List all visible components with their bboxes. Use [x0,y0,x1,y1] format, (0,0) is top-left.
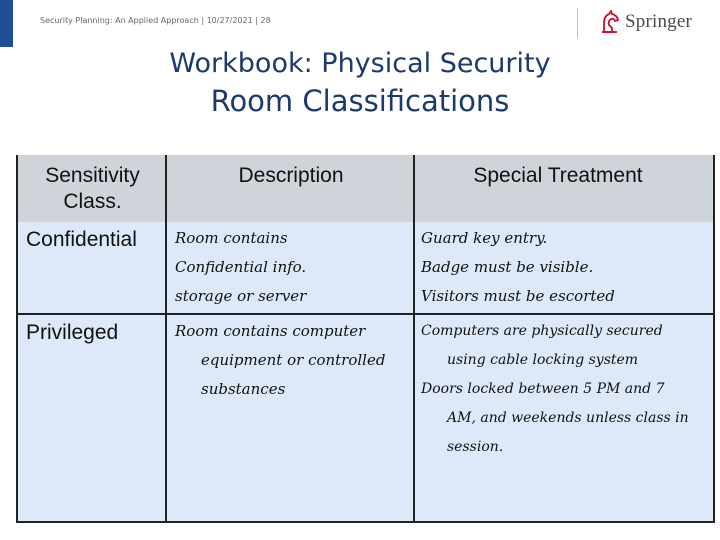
table-border-left [16,155,18,523]
header-divider [577,8,578,38]
row-description: Room contains computer equipment or controlled substances [175,322,386,398]
table-divider [413,155,415,523]
header-caption: Security Planning: An Applied Approach | 10/27/2021 | 28 [40,16,271,25]
page-subtitle: Room Classifications [210,84,510,118]
springer-logo [600,10,692,34]
row-treatment: Computers are physically secured using cable locking system Doors locked between 5 PM and 7 AM, and weekends unless class in session. [421,323,689,455]
accent-bar [0,0,13,47]
logo-text: Springer [625,11,693,32]
page-title: Workbook: Physical Security [169,48,551,79]
column-header-class: Sensitivity Class. [45,164,140,213]
column-header-treatment: Special Treatment [473,164,643,187]
row-description: Room contains Confidential info. storage or server [175,229,307,305]
table-divider [16,313,715,315]
column-header-description: Description [238,164,344,187]
row-class-privileged: Privileged [26,321,119,344]
table-border-right [713,155,715,523]
table-border-bottom [16,521,715,523]
row-treatment: Guard key entry. Badge must be visible. Visitors must be escorted [421,229,615,305]
table-divider [165,155,167,523]
row-class-confidential: Confidential [26,228,137,251]
springer-horse-icon [600,10,622,34]
